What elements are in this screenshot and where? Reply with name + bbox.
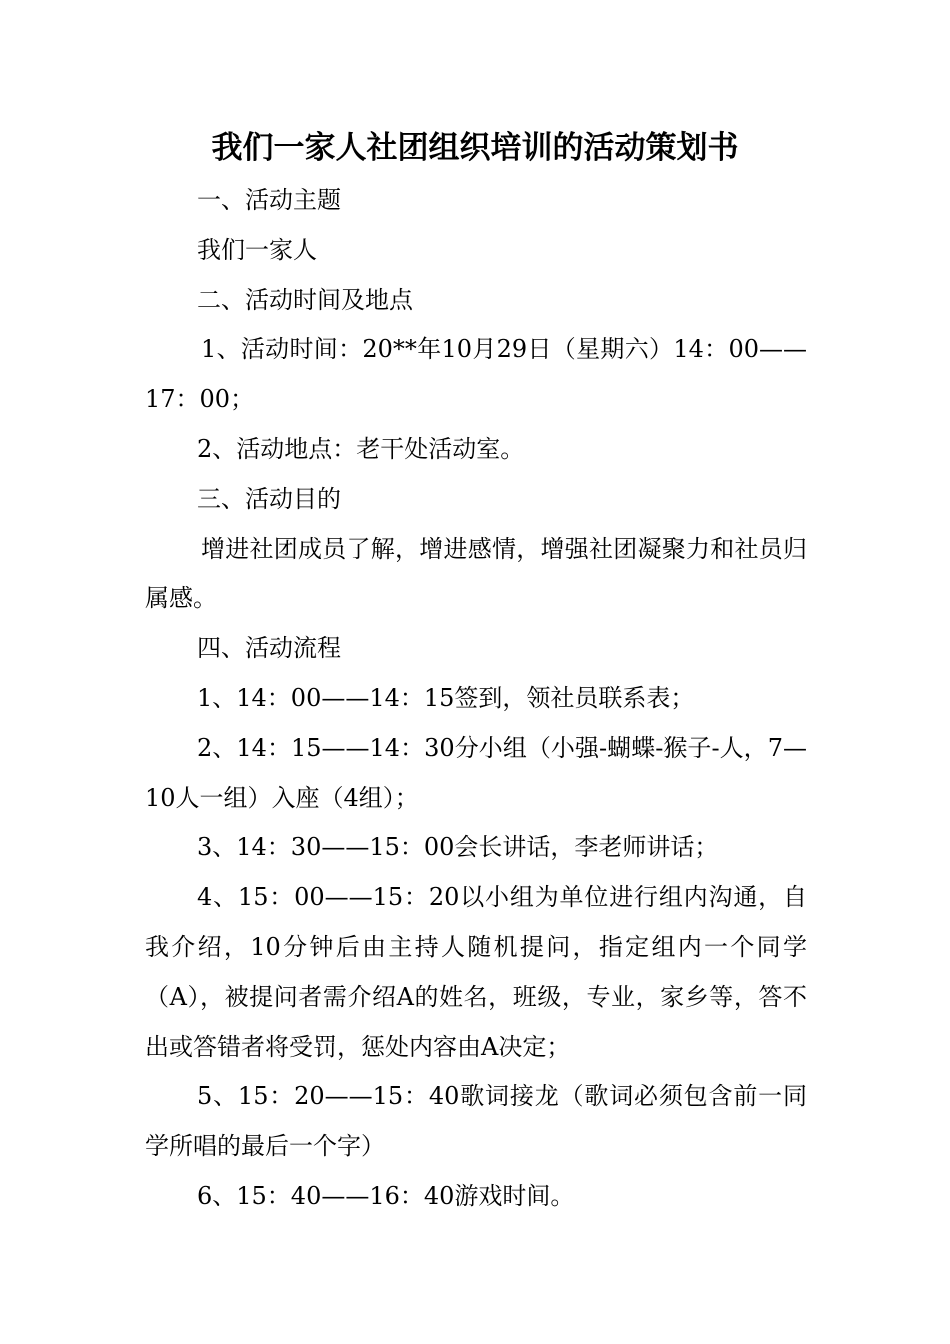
- section-heading-purpose: 三、活动目的: [197, 484, 341, 513]
- section-heading-process: 四、活动流程: [197, 634, 341, 663]
- purpose-text: 增进社团成员了解，增进感情，增强社团凝聚力和社员归属感。: [145, 534, 807, 613]
- activity-time: 1、活动时间：20**年10月29日（星期六）14：00——17：00；: [145, 335, 807, 414]
- process-step: 1、14：00——14：15签到，领社员联系表；: [197, 683, 695, 712]
- theme-text: 我们一家人: [197, 235, 317, 264]
- process-step: 4、15：00——15：20以小组为单位进行组内沟通，自我介绍，10分钟后由主持人随机提问，指定组内一个同学（A），被提问者需介绍A的姓名，班级，专业，家乡等，答不出或答错者将受罚，惩处内容由A决定；: [145, 883, 807, 1061]
- section-heading-time-place: 二、活动时间及地点: [197, 285, 413, 314]
- process-step: 2、14：15——14：30分小组（小强-蝴蝶-猴子-人，7—10人一组）入座（4组）；: [145, 733, 807, 812]
- document-body: [145, 176, 807, 1222]
- document-title: 我们一家人社团组织培训的活动策划书: [211, 130, 739, 166]
- process-step: 5、15：20——15：40歌词接龙（歌词必须包含前一同学所唱的最后一个字）: [145, 1082, 807, 1161]
- process-step: 3、14：30——15：00会长讲话，李老师讲话；: [197, 833, 719, 862]
- process-step: 6、15：40——16：40游戏时间。: [197, 1181, 575, 1210]
- activity-place: 2、活动地点：老干处活动室。: [197, 434, 525, 463]
- section-heading-theme: 一、活动主题: [197, 186, 341, 214]
